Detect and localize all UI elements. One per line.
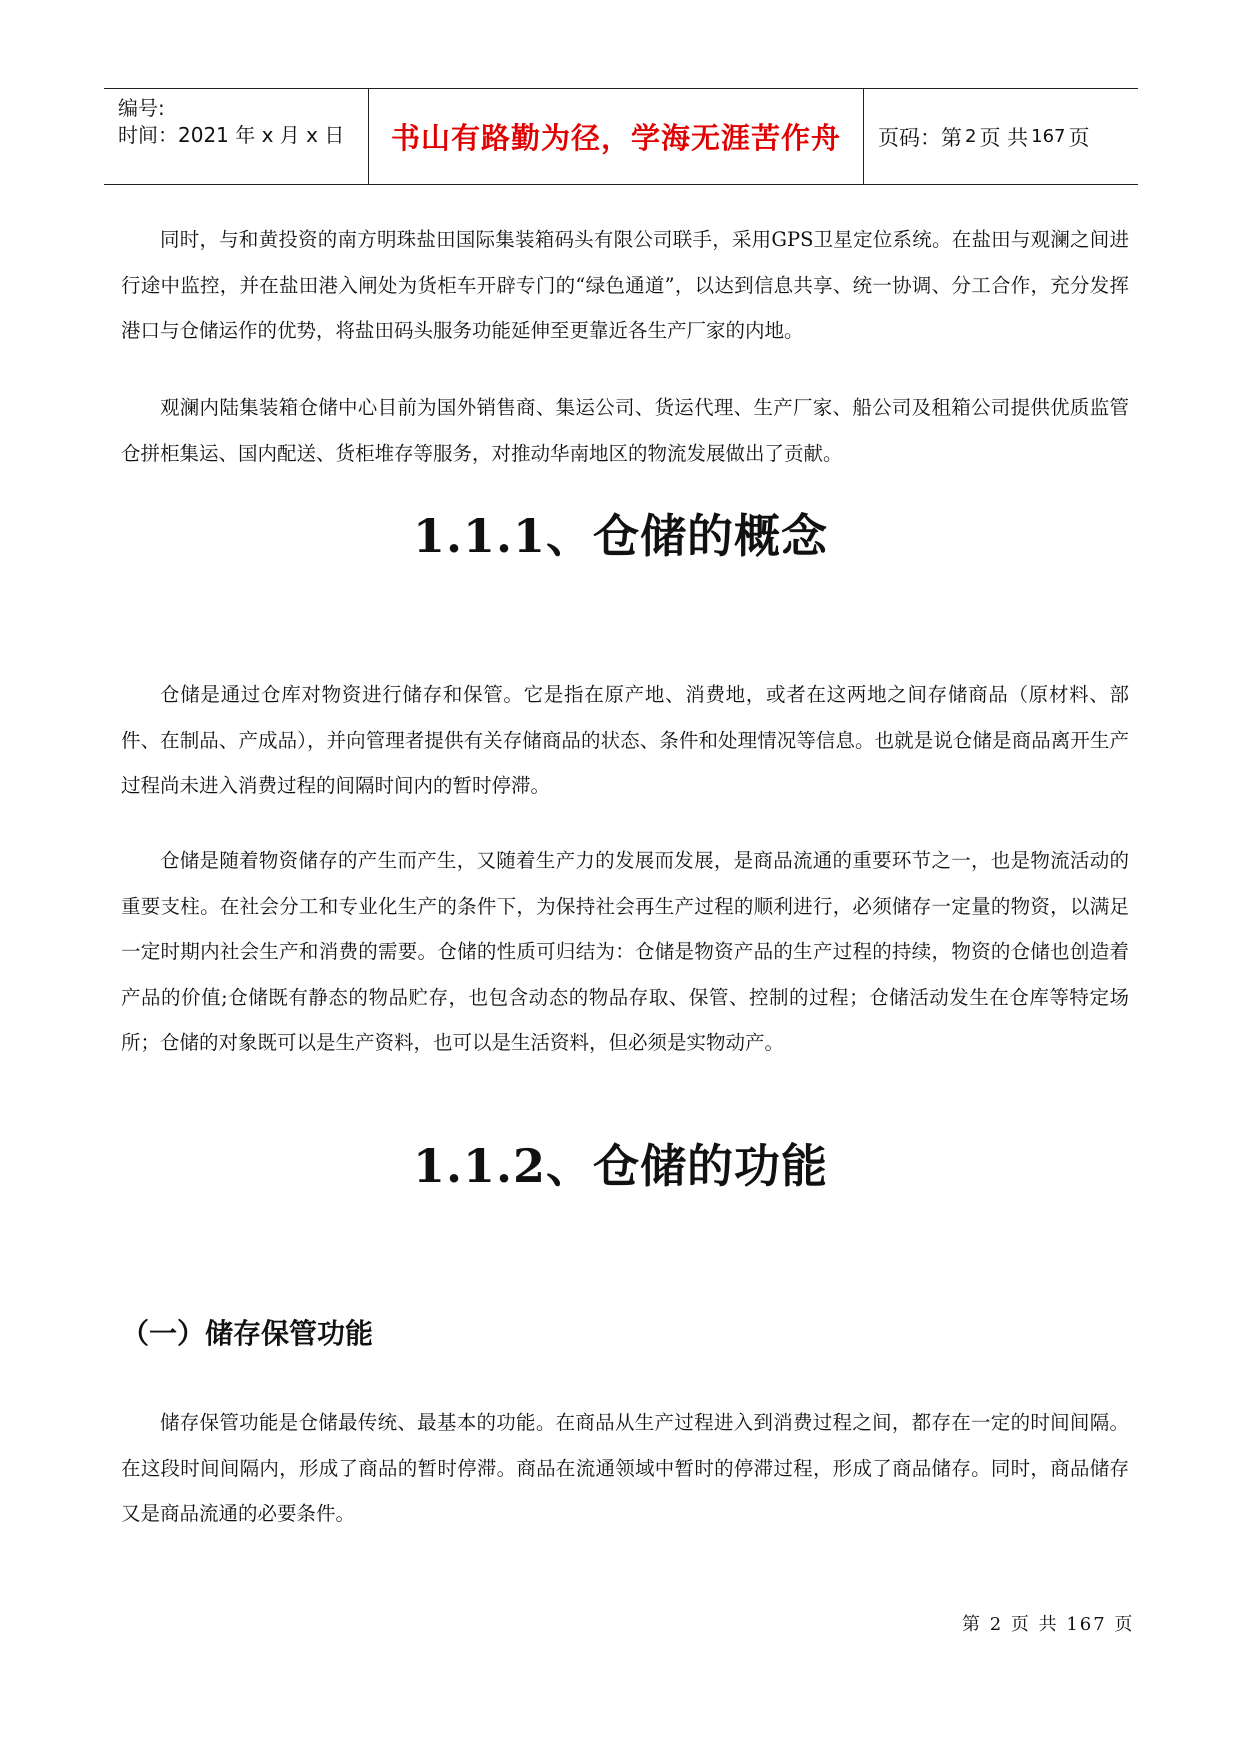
paragraph-gps: 同时，与和黄投资的南方明珠盐田国际集装箱码头有限公司联手，采用GPS卫星定位系统。在盐田与观澜之间进行途中监控，并在盐田港入闸处为货柜车开辟专门的“绿色通道”，以达到信息共享、统一协调、分工合作，充分发挥港口与仓储运作的优势，将盐田码头服务功能延伸至更靠近各生产厂家的内地。 bbox=[121, 228, 1129, 342]
paragraph-storage-nature: 仓储是随着物资储存的产生而产生，又随着生产力的发展而发展，是商品流通的重要环节之一，也是物流活动的重要支柱。在社会分工和专业化生产的条件下，为保持社会再生产过程的顺利进行，必须储存一定量的物资，以满足一定时期内社会生产和消费的需要。仓储的性质可归结为：仓储是物资产品的生产过程的持续，物资的仓储也创造着产品的价值;仓储既有静态的物品贮存，也包含动态的物品存取、保管、控制的过程；仓储活动发生在仓库等特定场所；仓储的对象既可以是生产资料，也可以是生活资料，但必须是实物动产。 bbox=[121, 849, 1129, 1054]
header-page-total: 167 bbox=[1031, 126, 1066, 147]
header-motto: 书山有路勤为径，学海无涯苦作舟 bbox=[369, 89, 864, 184]
page-header bbox=[104, 88, 1138, 185]
header-page-info bbox=[864, 89, 1138, 184]
paragraph-storage-keeping: 储存保管功能是仓储最传统、最基本的功能。在商品从生产过程进入到消费过程之间，都存在一定的时间间隔。在这段时间间隔内，形成了商品的暂时停滞。商品在流通领域中暂时的停滞过程，形成了商品储存。同时，商品储存又是商品流通的必要条件。 bbox=[121, 1411, 1129, 1525]
heading-storage-concept: 1.1.1、仓储的概念 bbox=[412, 509, 829, 563]
header-info-cell bbox=[104, 89, 369, 184]
header-number-label: 编号: bbox=[118, 96, 165, 120]
page-footer: 第 2 页 共 167 页 bbox=[962, 1614, 1135, 1635]
heading-storage-function: 1.1.2、仓储的功能 bbox=[412, 1139, 829, 1193]
header-page-current: 2 bbox=[965, 126, 977, 147]
paragraph-guanlan-center: 观澜内陆集装箱仓储中心目前为国外销售商、集运公司、货运代理、生产厂家、船公司及租箱公司提供优质监管仓拼柜集运、国内配送、货柜堆存等服务，对推动华南地区的物流发展做出了贡献。 bbox=[121, 396, 1129, 465]
heading-storage-keeping: （一）储存保管功能 bbox=[121, 1317, 374, 1350]
header-page-prefix: 页码：第 bbox=[878, 125, 962, 150]
header-page-suffix: 页 bbox=[1068, 125, 1090, 150]
header-time-label: 时间：2021 年 x 月 x 日 bbox=[118, 123, 345, 147]
header-page-mid: 页 共 bbox=[979, 125, 1029, 150]
paragraph-storage-definition: 仓储是通过仓库对物资进行储存和保管。它是指在原产地、消费地，或者在这两地之间存储商品（原材料、部件、在制品、产成品），并向管理者提供有关存储商品的状态、条件和处理情况等信息。也就是说仓储是商品离开生产过程尚未进入消费过程的间隔时间内的暂时停滞。 bbox=[121, 683, 1129, 797]
